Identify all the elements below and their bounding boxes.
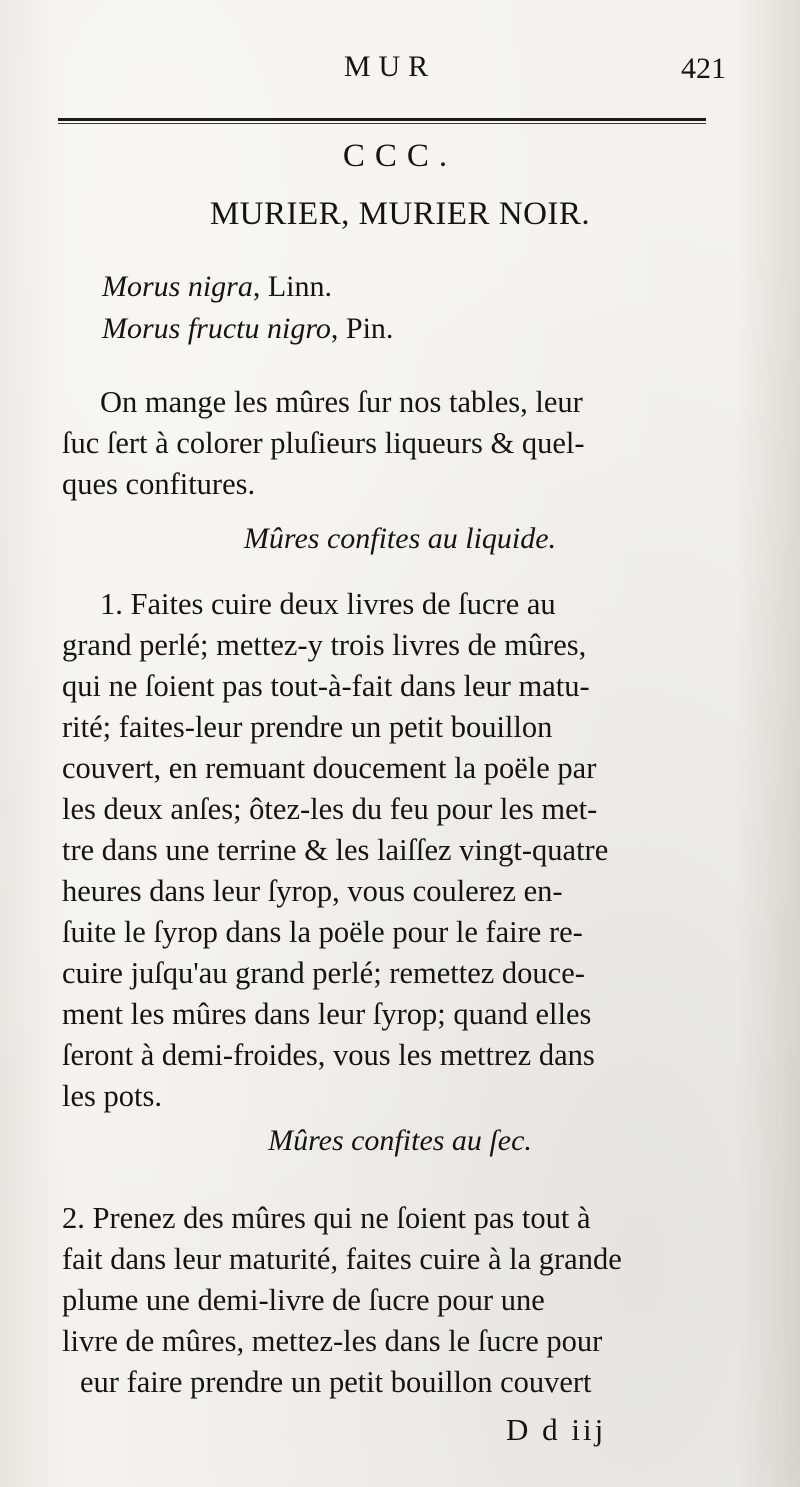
synonym-author: , Pin. [330, 312, 394, 345]
text-line: tre dans une terrine & les laiſſez vingt-quatre [62, 833, 609, 867]
synonym-line [102, 308, 393, 350]
text-line: les pots. [62, 1079, 162, 1113]
section-number: CCC. [342, 138, 458, 174]
text-line: ſuite le ſyrop dans la poële pour le faire re- [62, 915, 583, 949]
synonym-name: Morus fructu nigro [102, 312, 331, 345]
text-line: ſuc ſert à colorer pluſieurs liqueurs & quel- [62, 426, 585, 460]
page-number: 421 [681, 52, 726, 85]
running-head [60, 46, 726, 92]
text-line: ques confitures. [62, 467, 256, 501]
text-line: plume une demi-livre de ſucre pour une [62, 1283, 545, 1317]
recipe-heading: Mûres confites au liquide. [243, 522, 557, 555]
text-line: ment les mûres dans leur ſyrop; quand elles [62, 997, 592, 1031]
botanical-synonyms [102, 266, 393, 350]
recipe-heading: Mûres confites au ſec. [268, 1124, 532, 1157]
text-line: 2. Prenez des mûres qui ne ſoient pas tout à [62, 1201, 591, 1235]
text-line: On mange les mûres ſur nos tables, leur [100, 385, 583, 419]
text-line: livre de mûres, mettez-les dans le ſucre pour [62, 1324, 603, 1358]
text-line: 1. Faites cuire deux livres de ſucre au [100, 587, 556, 621]
text-line: fait dans leur maturité, faites cuire à la grande [62, 1242, 622, 1276]
text-line: cuire juſqu'au grand perlé; remettez douce- [62, 956, 585, 990]
header-rule-thin [58, 123, 706, 124]
text-line: couvert, en remuant doucement la poële par [62, 751, 597, 785]
signature-mark: D d iij [506, 1412, 607, 1447]
recipe-2-paragraph [62, 1198, 726, 1403]
synonym-author: , Linn. [252, 270, 333, 303]
text-line: qui ne ſoient pas tout-à-fait dans leur matu- [62, 669, 590, 703]
text-line: rité; faites-leur prendre un petit bouillon [62, 710, 553, 744]
text-line: les deux anſes; ôtez-les du feu pour les met- [62, 792, 598, 826]
intro-paragraph [62, 382, 726, 505]
entry-title: MURIER, MURIER NOIR. [209, 196, 591, 232]
synonym-line [102, 266, 393, 308]
text-line: ſeront à demi-froides, vous les mettrez dans [62, 1038, 595, 1072]
text-line: eur faire prendre un petit bouillon couvert [80, 1365, 592, 1399]
text-line: grand perlé; mettez-y trois livres de mûres, [62, 628, 587, 662]
running-title: MUR [343, 50, 437, 83]
header-rule [58, 118, 706, 121]
recipe-1-paragraph [62, 584, 726, 1117]
text-line: heures dans leur ſyrop, vous coulerez en- [62, 874, 563, 908]
synonym-name: Morus nigra [102, 270, 253, 303]
